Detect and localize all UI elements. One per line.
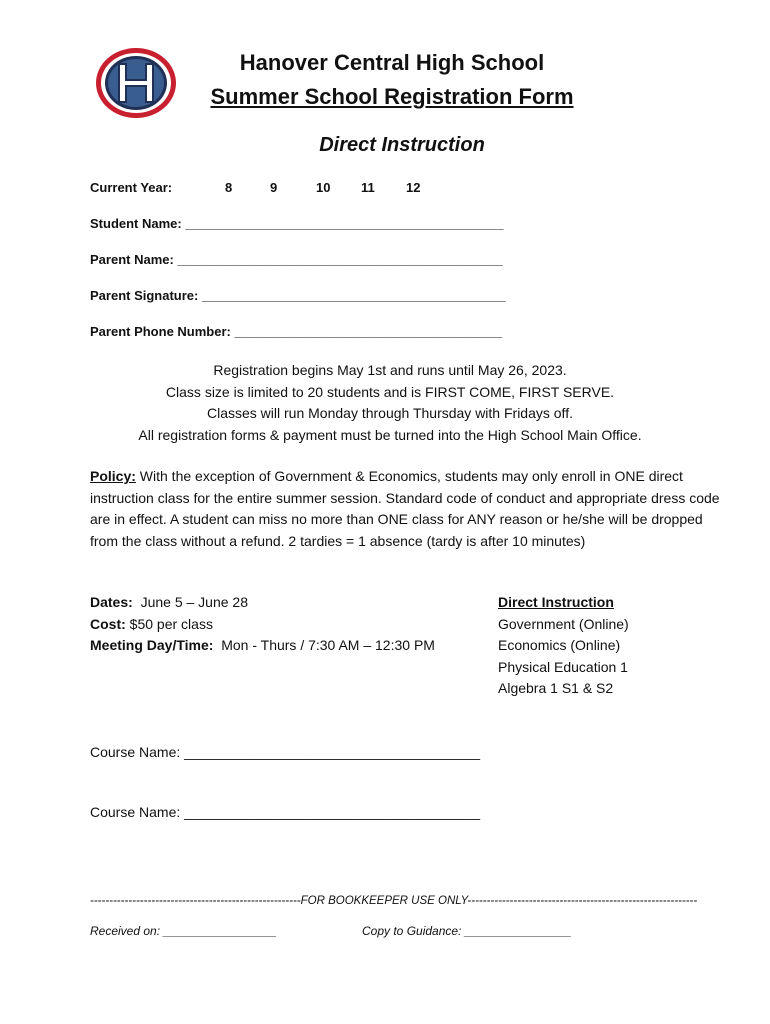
- policy-text: With the exception of Government & Economics, students may only enroll in ONE direct instruction class for the entire summer session. Standard code of conduct and appropriate dress code are in effect. A student can miss no more than ONE class for ANY reason or he/she will be dropped from the class without a refund. 2 tardies = 1 absence (tardy is after 10 minutes): [90, 468, 720, 549]
- info-line: Registration begins May 1st and runs until May 26, 2023.: [213, 362, 567, 378]
- year-option-11[interactable]: 11: [361, 180, 375, 195]
- form-title: Summer School Registration Form: [210, 84, 574, 109]
- policy-label: Policy:: [90, 468, 136, 484]
- cost-value: $50 per class: [125, 615, 213, 632]
- dates-value: June 5 – June 28: [132, 594, 248, 610]
- course-name-field-1[interactable]: Course Name: ______________________________________: [90, 744, 481, 760]
- info-line: All registration forms & payment must be turned into the High School Main Office.: [138, 426, 642, 443]
- received-on-field[interactable]: Received on: _________________: [90, 924, 277, 938]
- dates-label: Dates:: [90, 594, 133, 610]
- school-name: Hanover Central High School: [239, 50, 545, 75]
- parent-name-field[interactable]: Parent Name: _____________________________________________: [90, 252, 503, 267]
- year-option-10[interactable]: 10: [316, 180, 331, 195]
- registration-info: [90, 360, 690, 446]
- course-item: Algebra 1 S1 & S2: [498, 680, 614, 696]
- course-item: Government (Online): [498, 615, 629, 632]
- meeting-label: Meeting Day/Time:: [90, 637, 214, 653]
- info-line: Class size is limited to 20 students and is FIRST COME, FIRST SERVE.: [165, 383, 615, 400]
- copy-to-guidance-field[interactable]: Copy to Guidance: ________________: [362, 924, 572, 938]
- form-subtitle: Direct Instruction: [319, 134, 485, 156]
- session-details: [90, 592, 435, 657]
- direct-instruction-heading: Direct Instruction: [498, 594, 614, 610]
- direct-instruction-list: [498, 592, 629, 700]
- bookkeeper-divider: -------------------------------------------------------FOR BOOKKEEPER USE ONLY------------------------------------------------------------: [90, 895, 698, 907]
- current-year-label: Current Year:: [90, 180, 173, 195]
- course-name-field-2[interactable]: Course Name: ______________________________________: [90, 804, 481, 820]
- cost-label: Cost:: [90, 615, 126, 632]
- course-item: Physical Education 1: [498, 658, 628, 675]
- info-line: Classes will run Monday through Thursday with Fridays off.: [207, 405, 573, 421]
- parent-phone-field[interactable]: Parent Phone Number: _____________________________________: [90, 324, 502, 339]
- year-option-9[interactable]: 9: [270, 180, 278, 195]
- policy-paragraph: [90, 466, 720, 552]
- student-name-field[interactable]: Student Name: ____________________________________________: [90, 216, 504, 231]
- year-option-8[interactable]: 8: [225, 180, 233, 195]
- meeting-value: Mon - Thurs / 7:30 AM – 12:30 PM: [213, 637, 435, 653]
- year-option-12[interactable]: 12: [406, 180, 421, 195]
- parent-signature-field[interactable]: Parent Signature: __________________________________________: [90, 288, 506, 303]
- course-item: Economics (Online): [498, 637, 621, 653]
